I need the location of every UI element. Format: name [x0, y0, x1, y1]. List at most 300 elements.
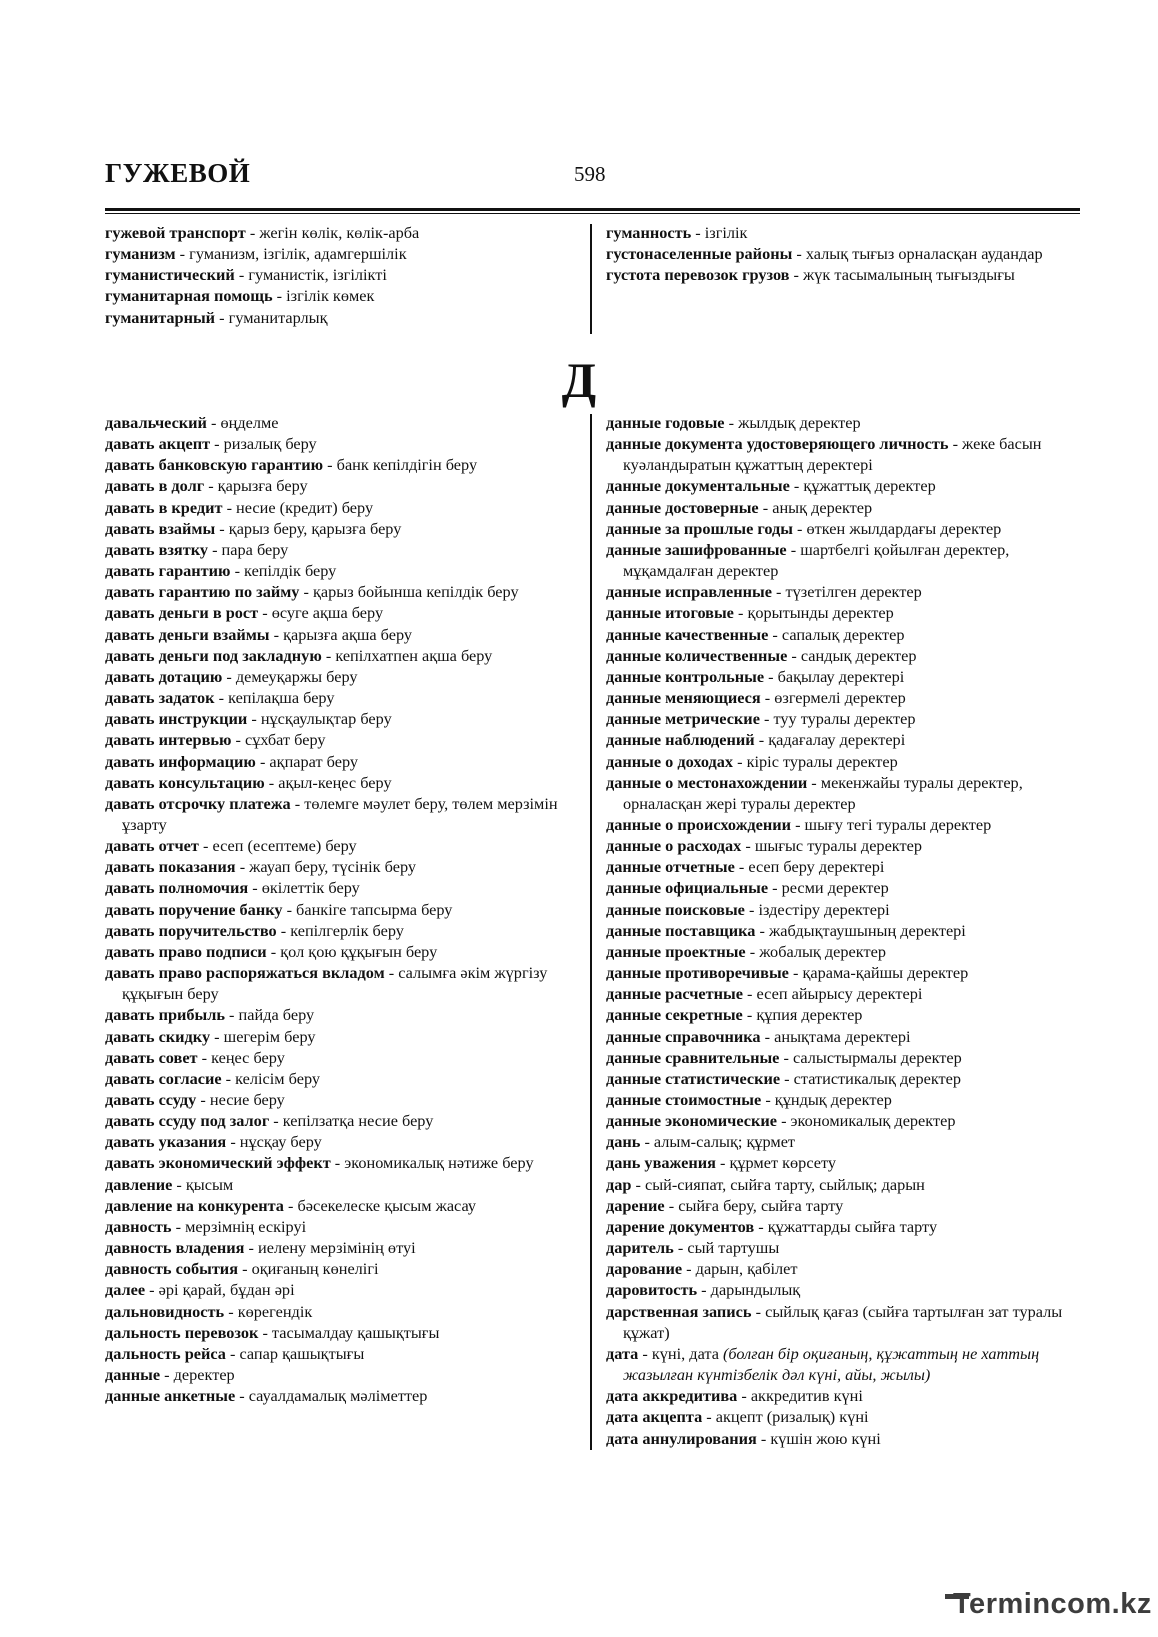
entry-term: данные за прошлые годы	[606, 518, 793, 538]
dictionary-entry	[606, 264, 1076, 285]
entry-term: давать деньги в рост	[105, 603, 259, 623]
dictionary-entry	[105, 581, 575, 602]
entry-definition: - құрмет көрсету	[715, 1153, 837, 1173]
dictionary-entry	[105, 687, 575, 708]
entry-definition: - несие беру	[196, 1090, 285, 1109]
entry-term: давать экономический эффект	[105, 1153, 331, 1173]
dictionary-entry	[606, 1026, 1076, 1047]
dictionary-entry	[606, 835, 1076, 856]
dictionary-entry	[105, 454, 575, 475]
entry-term: гуманитарный	[105, 307, 216, 327]
entry-definition: - сандық деректер	[787, 645, 917, 665]
entry-term: данные поисковые	[606, 899, 745, 919]
dictionary-entry	[606, 539, 1076, 581]
entry-definition: - әрі қарай, бұдан әрі	[145, 1280, 295, 1300]
entry-definition: - сауалдамалық мәліметтер	[235, 1386, 428, 1406]
dictionary-entry	[606, 412, 1076, 433]
dictionary-entry	[105, 835, 575, 856]
entry-definition: - қол қою құқығын беру	[266, 941, 438, 961]
dictionary-entry	[105, 772, 575, 793]
dictionary-entry	[606, 1258, 1076, 1279]
dictionary-entry	[105, 518, 575, 539]
entry-definition: - қысым	[172, 1174, 234, 1194]
entry-term: дарование	[606, 1259, 683, 1279]
entry-term: данные поставщика	[606, 920, 756, 940]
entry-definition: - төлемге мәулет беру, төлем мерзімін ұзарту	[122, 793, 558, 834]
entry-definition: - ризалық беру	[210, 434, 317, 454]
entry-definition: - есеп беру деректері	[734, 857, 885, 877]
watermark-text: Termincom.kz	[953, 1588, 1152, 1620]
dictionary-entry	[105, 751, 575, 772]
dictionary-entry	[105, 1301, 575, 1322]
entry-definition: - кепілақша беру	[214, 688, 335, 708]
entry-term: дань	[606, 1132, 641, 1152]
dictionary-entry	[606, 666, 1076, 687]
entry-definition: - құжаттық деректер	[789, 476, 936, 496]
dictionary-entry	[606, 877, 1076, 898]
dictionary-entry	[105, 264, 575, 285]
entry-term: густонаселенные районы	[606, 244, 793, 264]
entry-term: давать дотацию	[105, 666, 223, 686]
entry-definition: - мерзімнің ескіруі	[171, 1216, 307, 1236]
entry-definition: - сапалық деректер	[768, 624, 905, 644]
entry-term: давность	[105, 1216, 172, 1236]
dictionary-entry	[606, 1406, 1076, 1427]
entry-definition: - өткен жылдардағы деректер	[792, 518, 1002, 538]
entry-definition: - жабдықтаушының деректері	[755, 920, 966, 940]
entry-definition: - иелену мерзімінің өтуі	[244, 1238, 416, 1258]
entry-definition: - кеңес беру	[197, 1047, 285, 1067]
dictionary-entry	[105, 920, 575, 941]
entry-definition: - жауап беру, түсінік беру	[235, 857, 417, 877]
entry-term: данные расчетные	[606, 984, 743, 1004]
entry-term: давность владения	[105, 1238, 245, 1258]
header-rule-thin	[105, 213, 1080, 214]
entry-term: данные исправленные	[606, 582, 772, 602]
entry-term: данные экономические	[606, 1111, 777, 1131]
entry-definition: - көрегендік	[224, 1301, 313, 1321]
dictionary-entry	[105, 1343, 575, 1364]
entry-definition: - бәсекелеске қысым жасау	[283, 1195, 477, 1215]
entry-definition: - есеп (есептеме) беру	[198, 836, 357, 856]
entry-term: густота перевозок грузов	[606, 265, 790, 285]
entry-term: данные проектные	[606, 941, 746, 961]
entry-term: далее	[105, 1280, 146, 1300]
dictionary-entry	[606, 1131, 1076, 1152]
entry-term: давать поручение банку	[105, 899, 283, 919]
entry-definition: - кепілгерлік беру	[276, 920, 404, 940]
entry-note: (болған бір оқиғаның, құжаттың не хаттың жазылған күнтізбелік дәл күні, айы, жылы)	[623, 1343, 1040, 1385]
entry-term: давать деньги взаймы	[105, 624, 270, 644]
entry-definition: - несие (кредит) беру	[222, 497, 374, 517]
entry-definition: - нұсқаулықтар беру	[247, 709, 392, 729]
dictionary-entry	[105, 1110, 575, 1131]
entry-term: дальновидность	[105, 1301, 225, 1321]
entry-definition: - күшін жою күні	[756, 1428, 881, 1448]
dictionary-entry	[105, 1216, 575, 1237]
entry-term: данные метрические	[606, 709, 760, 729]
dictionary-entry	[105, 941, 575, 962]
entry-term: давать полномочия	[105, 878, 249, 898]
entry-term: давать указания	[105, 1132, 227, 1152]
entry-term: данные годовые	[606, 413, 725, 432]
dictionary-entry	[105, 285, 575, 306]
entry-term: давать интервью	[105, 730, 232, 750]
entry-definition: - кепілзатқа несие беру	[269, 1111, 434, 1131]
entry-definition: - демеуқаржы беру	[222, 666, 358, 686]
entry-definition: - өңделме	[206, 413, 279, 432]
main-column-separator	[590, 414, 592, 1450]
entry-term: давать отсрочку платежа	[105, 793, 291, 813]
entry-term: гуманизм	[105, 244, 176, 264]
dictionary-entry	[606, 1195, 1076, 1216]
entry-definition: - жобалық деректер	[745, 941, 886, 961]
dictionary-entry	[105, 602, 575, 623]
entry-term: давать гарантию по займу	[105, 582, 300, 602]
entry-definition: - қарызға беру	[204, 476, 308, 496]
dictionary-entry	[606, 1152, 1076, 1173]
entry-term: данные стоимостные	[606, 1090, 762, 1109]
header-rule-thick	[105, 208, 1080, 211]
entry-definition: - қорытынды деректер	[733, 603, 894, 623]
entry-definition: - шығу тегі туралы деректер	[791, 814, 992, 834]
entry-term: давать взаймы	[105, 518, 216, 538]
entry-definition: - ақпарат беру	[255, 751, 359, 771]
entry-definition: - қарыз беру, қарызға беру	[215, 518, 402, 538]
entry-definition: - деректер	[160, 1365, 235, 1385]
entry-term: давальческий	[105, 413, 207, 432]
entry-term: данные отчетные	[606, 857, 735, 877]
page-number: 598	[574, 162, 606, 186]
entry-term: давление	[105, 1174, 173, 1194]
entry-definition: - қарыз бойынша кепілдік беру	[299, 582, 519, 602]
dictionary-entry	[105, 560, 575, 581]
dictionary-entry	[606, 1174, 1076, 1195]
dictionary-entry	[105, 1089, 575, 1110]
dictionary-entry	[606, 751, 1076, 772]
entry-term: данные контрольные	[606, 666, 765, 686]
dictionary-entry	[606, 729, 1076, 750]
entry-term: давать инструкции	[105, 709, 248, 729]
dictionary-entry	[105, 962, 575, 1004]
entry-definition: - жүк тасымалының тығыздығы	[789, 265, 1015, 285]
entry-definition: - статистикалық деректер	[780, 1068, 962, 1088]
entry-term: дата акцепта	[606, 1407, 703, 1427]
entry-term: давать консультацию	[105, 772, 265, 792]
entry-term: гуманитарная помощь	[105, 286, 273, 306]
entry-term: данные меняющиеся	[606, 688, 761, 708]
entry-term: давать в долг	[105, 476, 205, 496]
entry-definition: - түзетілген деректер	[771, 582, 922, 602]
entry-definition: - акцепт (ризалық) күні	[702, 1407, 869, 1427]
dictionary-entry	[105, 624, 575, 645]
entry-definition: - жылдық деректер	[724, 413, 861, 432]
entry-definition: - құндық деректер	[761, 1090, 892, 1109]
dictionary-entry	[105, 497, 575, 518]
entry-definition: - ізгілік көмек	[272, 286, 375, 306]
dictionary-entry	[105, 708, 575, 729]
dictionary-entry	[606, 1089, 1076, 1110]
entry-definition: - нұсқау беру	[226, 1132, 322, 1152]
dictionary-entry	[105, 1258, 575, 1279]
entry-definition: - мекенжайы туралы деректер, орналасқан жері туралы деректер	[623, 772, 1023, 813]
entry-term: дарственная запись	[606, 1301, 752, 1321]
entry-definition: - ізгілік	[691, 223, 748, 242]
entry-term: давать информацию	[105, 751, 256, 771]
dictionary-entry	[606, 1343, 1076, 1385]
entry-term: данные справочника	[606, 1026, 761, 1046]
main-right-column	[606, 412, 1076, 1449]
entry-definition: - шартбелгі қойылған деректер, мұқамдалған деректер	[623, 539, 1010, 581]
entry-definition: - банкіге тапсырма беру	[282, 899, 453, 919]
entry-term: данные секретные	[606, 1005, 743, 1025]
entry-definition: - есеп айырысу деректері	[742, 984, 923, 1004]
dictionary-entry	[606, 243, 1076, 264]
dictionary-entry	[606, 222, 1076, 243]
entry-definition: - анықтама деректері	[760, 1026, 911, 1046]
entry-definition: - тасымалдау қашықтығы	[258, 1322, 440, 1342]
entry-term: данные о расходах	[606, 836, 742, 856]
dictionary-entry	[606, 920, 1076, 941]
dictionary-entry	[606, 497, 1076, 518]
dictionary-entry	[606, 1237, 1076, 1258]
entry-term: даритель	[606, 1238, 674, 1258]
entry-term: данные зашифрованные	[606, 539, 787, 559]
dictionary-entry	[606, 581, 1076, 602]
dictionary-entry	[606, 1047, 1076, 1068]
entry-definition: - банк кепілдігін беру	[323, 455, 478, 475]
entry-term: данные качественные	[606, 624, 769, 644]
dictionary-entry	[105, 1322, 575, 1343]
entry-definition: - дарын, қабілет	[682, 1259, 798, 1279]
entry-term: давать поручительство	[105, 920, 277, 940]
entry-term: дань уважения	[606, 1153, 716, 1173]
dictionary-entry	[606, 899, 1076, 920]
dictionary-entry	[105, 539, 575, 560]
entry-term: гужевой транспорт	[105, 223, 246, 242]
entry-term: дальность перевозок	[105, 1322, 259, 1342]
dictionary-entry	[105, 1385, 575, 1406]
entry-definition: - гуманистік, ізгілікті	[234, 265, 387, 285]
dictionary-entry	[606, 856, 1076, 877]
dictionary-entry	[105, 1174, 575, 1195]
dictionary-entry	[105, 1131, 575, 1152]
entry-definition: - жегін көлік, көлік-арба	[245, 223, 420, 242]
entry-definition: - анық деректер	[758, 497, 873, 517]
entry-term: данные достоверные	[606, 497, 759, 517]
dictionary-entry	[105, 877, 575, 898]
dictionary-entry	[105, 1068, 575, 1089]
entry-term: дарение документов	[606, 1216, 755, 1236]
entry-term: давать гарантию	[105, 561, 231, 581]
entry-definition: - өзгермелі деректер	[760, 688, 906, 708]
dictionary-entry	[105, 1195, 575, 1216]
entry-term: давать право подписи	[105, 941, 267, 961]
entry-term: данные	[105, 1365, 161, 1385]
entry-term: данные итоговые	[606, 603, 734, 623]
entry-definition: - алым-салық; құрмет	[640, 1132, 796, 1152]
dictionary-entry	[606, 962, 1076, 983]
entry-term: данные о доходах	[606, 751, 734, 771]
dictionary-entry	[606, 1110, 1076, 1131]
entry-definition: - дарындылық	[697, 1280, 801, 1300]
entry-term: дата	[606, 1343, 639, 1363]
entry-definition: - экономикалық деректер	[777, 1111, 956, 1131]
dictionary-entry	[105, 307, 575, 328]
entry-definition: - экономикалық нәтиже беру	[330, 1153, 534, 1173]
entry-term: давать согласие	[105, 1068, 222, 1088]
dictionary-entry	[606, 708, 1076, 729]
dictionary-entry	[606, 1216, 1076, 1237]
entry-definition: - кепілхатпен ақша беру	[321, 645, 493, 665]
entry-term: данные документа удостоверяющего личность	[606, 434, 949, 454]
entry-definition: - шегерім беру	[210, 1026, 316, 1046]
entry-definition: - салымға әкім жүргізу құқығын беру	[122, 963, 548, 1004]
entry-definition: - құпия деректер	[742, 1005, 863, 1025]
entry-definition: - қарама-қайшы деректер	[788, 963, 969, 983]
dictionary-entry	[105, 645, 575, 666]
entry-definition: - шығыс туралы деректер	[741, 836, 922, 856]
entry-term: дата аккредитива	[606, 1386, 738, 1406]
entry-term: данные сравнительные	[606, 1047, 780, 1067]
dictionary-entry	[606, 814, 1076, 835]
entry-term: данные наблюдений	[606, 730, 755, 750]
dictionary-entry	[606, 1068, 1076, 1089]
entry-term: давать прибыль	[105, 1005, 225, 1025]
entry-term: гуманность	[606, 223, 692, 242]
dictionary-entry	[606, 1004, 1076, 1025]
entry-term: данные о местонахождении	[606, 772, 808, 792]
entry-term: данные количественные	[606, 645, 788, 665]
entry-term: гуманистический	[105, 265, 235, 285]
top-left-column	[105, 222, 575, 328]
entry-definition: - гуманизм, ізгілік, адамгершілік	[175, 244, 407, 264]
dictionary-entry	[105, 856, 575, 877]
entry-definition: - оқиғаның көнелігі	[238, 1259, 379, 1279]
entry-term: данные официальные	[606, 878, 769, 898]
entry-definition: - өкілеттік беру	[248, 878, 360, 898]
watermark-logo	[945, 1584, 1152, 1628]
entry-term: давать ссуду под залог	[105, 1111, 270, 1131]
entry-definition: - ақыл-кеңес беру	[264, 772, 392, 792]
dictionary-entry	[606, 1301, 1076, 1343]
dictionary-entry	[606, 475, 1076, 496]
entry-term: давать отчет	[105, 836, 199, 856]
dictionary-entry	[606, 433, 1076, 475]
entry-definition: - пайда беру	[224, 1005, 315, 1025]
section-letter-heading: Д	[561, 352, 597, 408]
dictionary-entry	[105, 433, 575, 454]
entry-definition: - туу туралы деректер	[759, 709, 916, 729]
dictionary-entry	[105, 1026, 575, 1047]
dictionary-entry	[105, 1279, 575, 1300]
dictionary-entry	[606, 624, 1076, 645]
entry-term: давность события	[105, 1259, 239, 1279]
entry-definition: - сыйға беру, сыйға тарту	[664, 1195, 844, 1215]
dictionary-entry	[105, 1364, 575, 1385]
main-left-column	[105, 412, 575, 1406]
entry-term: данные документальные	[606, 476, 790, 496]
entry-term: дальность рейса	[105, 1343, 226, 1363]
entry-definition: - кепілдік беру	[230, 561, 337, 581]
dictionary-entry	[105, 1152, 575, 1173]
entry-definition: - күні, дата	[638, 1343, 723, 1363]
entry-definition: - халық тығыз орналасқан аудандар	[792, 244, 1043, 264]
top-right-column	[606, 222, 1076, 285]
entry-term: давать взятку	[105, 539, 208, 559]
dictionary-entry	[606, 518, 1076, 539]
dictionary-entry	[606, 1279, 1076, 1300]
entry-definition: - сыйлық қағаз (сыйға тартылған зат туралы құжат)	[623, 1301, 1063, 1342]
entry-definition: - салыстырмалы деректер	[779, 1047, 962, 1067]
entry-definition: - сый тартушы	[673, 1238, 780, 1258]
dictionary-entry	[105, 222, 575, 243]
dictionary-entry	[606, 1428, 1076, 1449]
entry-definition: - гуманитарлық	[215, 307, 328, 327]
entry-definition: - келісім беру	[221, 1068, 321, 1088]
entry-term: дар	[606, 1174, 632, 1194]
entry-term: давать ссуду	[105, 1090, 197, 1109]
dictionary-entry	[105, 412, 575, 433]
dictionary-entry	[105, 1237, 575, 1258]
entry-term: давать деньги под закладную	[105, 645, 322, 665]
entry-definition: - кіріс туралы деректер	[733, 751, 898, 771]
dictionary-entry	[105, 243, 575, 264]
entry-term: дарение	[606, 1195, 665, 1215]
dictionary-entry	[105, 1004, 575, 1025]
top-column-separator	[590, 224, 592, 334]
entry-term: даровитость	[606, 1280, 698, 1300]
entry-term: давать в кредит	[105, 497, 223, 517]
dictionary-entry	[606, 941, 1076, 962]
entry-term: давать скидку	[105, 1026, 211, 1046]
dictionary-entry	[105, 793, 575, 835]
dictionary-entry	[105, 666, 575, 687]
entry-term: давать право распоряжаться вкладом	[105, 963, 385, 983]
entry-definition: - қарызға ақша беру	[269, 624, 413, 644]
dictionary-entry	[105, 475, 575, 496]
entry-definition: - аккредитив күні	[737, 1386, 863, 1406]
entry-term: давать показания	[105, 857, 236, 877]
entry-definition: - қадағалау деректері	[754, 730, 906, 750]
dictionary-entry	[606, 983, 1076, 1004]
dictionary-entry	[606, 602, 1076, 623]
dictionary-entry	[606, 645, 1076, 666]
entry-definition: - пара беру	[208, 539, 289, 559]
entry-definition: - сый-сияпат, сыйға тарту, сыйлық; дарын	[631, 1174, 925, 1194]
entry-term: данные противоречивые	[606, 963, 789, 983]
entry-definition: - сұхбат беру	[231, 730, 326, 750]
dictionary-entry	[606, 687, 1076, 708]
dictionary-entry	[606, 772, 1076, 814]
dictionary-entry	[105, 1047, 575, 1068]
entry-term: давать совет	[105, 1047, 198, 1067]
entry-definition: - ресми деректер	[768, 878, 889, 898]
entry-definition: - сапар қашықтығы	[225, 1343, 365, 1363]
entry-definition: - іздестіру деректері	[744, 899, 890, 919]
entry-definition: - жеке басын куәландыратын құжаттың деректері	[623, 434, 1042, 475]
entry-term: данные статистические	[606, 1068, 781, 1088]
entry-term: давать банковскую гарантию	[105, 455, 324, 475]
entry-term: дата аннулирования	[606, 1428, 757, 1448]
dictionary-entry	[105, 899, 575, 920]
entry-definition: - өсуге ақша беру	[258, 603, 384, 623]
dictionary-entry	[606, 1385, 1076, 1406]
entry-term: давать задаток	[105, 688, 215, 708]
running-head: ГУЖЕВОЙ	[105, 158, 251, 188]
dictionary-entry	[105, 729, 575, 750]
entry-term: данные о происхождении	[606, 814, 791, 834]
